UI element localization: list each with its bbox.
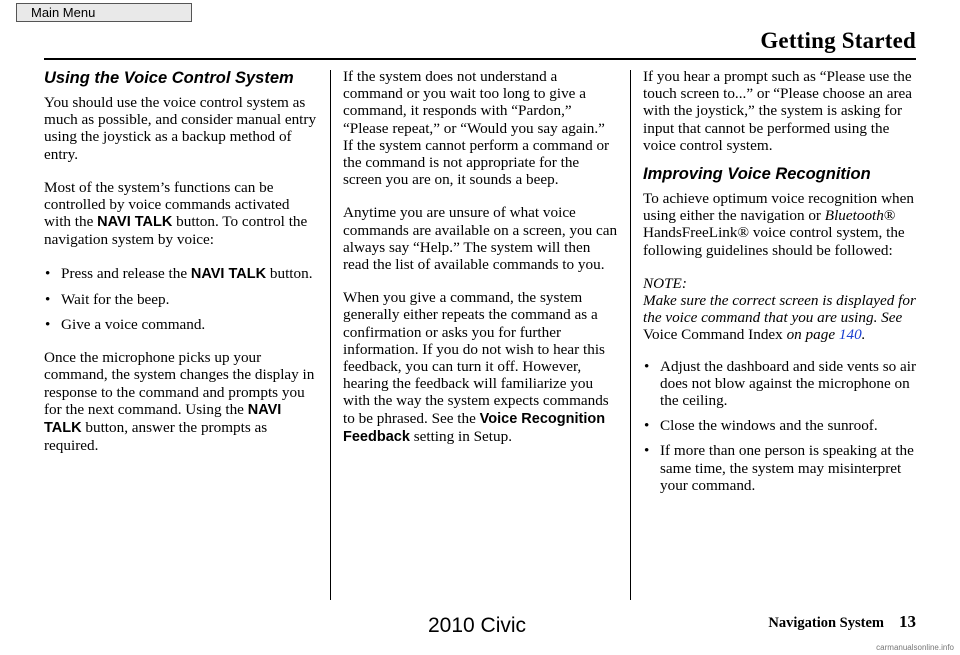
bullet-item: • If more than one person is speaking at the same time, the system may misinterpret your command. xyxy=(643,442,917,494)
bullet-item: • Close the windows and the sunroof. xyxy=(643,417,917,434)
column-1 xyxy=(44,68,320,470)
voice-command-index-ref: Voice Command Index xyxy=(643,326,783,344)
paragraph: You should use the voice control system as much as possible, and consider manual entry using the joystick as a backup method of entry. xyxy=(44,94,317,163)
bullet-item: • Adjust the dashboard and side vents so air does not blow against the microphone on the ceiling. xyxy=(643,358,917,410)
note-label: NOTE: xyxy=(643,274,687,292)
section-heading-voice-control: Using the Voice Control System xyxy=(44,69,294,87)
paragraph: Most of the system’s functions can be controlled by voice commands activated with the NAVI TALK button. To control the navigation system by voice: xyxy=(44,178,308,249)
page-title: Getting Started xyxy=(760,28,916,53)
paragraph: When you give a command, the system generally either repeats the command as a confirmation or asks you for further information. If you do not wish to hear this feedback, you can turn it off. However, hearing the feedback will familiarize you with the way the system expects commands to be phrased. See the Voice Recognition Feedback setting in Setup. xyxy=(343,289,609,445)
paragraph: Once the microphone picks up your command, the system changes the display in response to the command and prompts you for the next command. Using the NAVI TALK button, answer the prompts as required. xyxy=(44,349,315,455)
navi-talk-key: NAVI TALK xyxy=(44,401,282,437)
bullet-item: • Wait for the beep. xyxy=(44,291,320,308)
page-link[interactable]: 140 xyxy=(838,326,862,344)
footer-section-title: Navigation System xyxy=(768,615,884,631)
main-menu-button[interactable]: Main Menu xyxy=(16,3,192,22)
navi-talk-key: NAVI TALK xyxy=(97,214,173,231)
voice-recognition-feedback-setting: Voice Recognition Feedback xyxy=(343,410,606,445)
bullet-item: • Press and release the NAVI TALK button. xyxy=(44,265,320,283)
column-3 xyxy=(643,68,917,502)
paragraph: If the system does not understand a command or you wait too long to give a command, it responds with “Pardon,” “Please repeat,” or “Would you say again.” If the system cannot perform a command or the command is not appropriate for the screen you are on, it sounds a beep. xyxy=(343,68,610,189)
model-watermark: 2010 Civic xyxy=(428,614,527,637)
note: NOTE: Make sure the correct screen is displayed for the voice command that you are using. See Voice Command Index on page 140. xyxy=(643,274,916,344)
section-heading-improving-voice: Improving Voice Recognition xyxy=(643,165,871,184)
paragraph: Anytime you are unsure of what voice commands are available on a screen, you can always say “Help.” The system will then read the list of available commands to you. xyxy=(343,204,618,274)
column-divider xyxy=(630,70,631,600)
site-watermark: carmanualsonline.info xyxy=(876,643,954,652)
column-divider xyxy=(330,70,331,600)
paragraph: To achieve optimum voice recognition when using either the navigation or Bluetooth® HandsFreeLink® voice control system, the following guidelines should be followed: xyxy=(643,190,914,259)
column-2 xyxy=(343,68,618,462)
navi-talk-key: NAVI TALK xyxy=(190,265,267,282)
page-number: 13 xyxy=(899,612,916,631)
paragraph: If you hear a prompt such as “Please use the touch screen to...” or “Please choose an area with the joystick,” the system is asking for input that cannot be performed using the voice control system. xyxy=(643,68,913,154)
bullet-item: • Give a voice command. xyxy=(44,316,320,333)
header-rule xyxy=(44,58,916,60)
